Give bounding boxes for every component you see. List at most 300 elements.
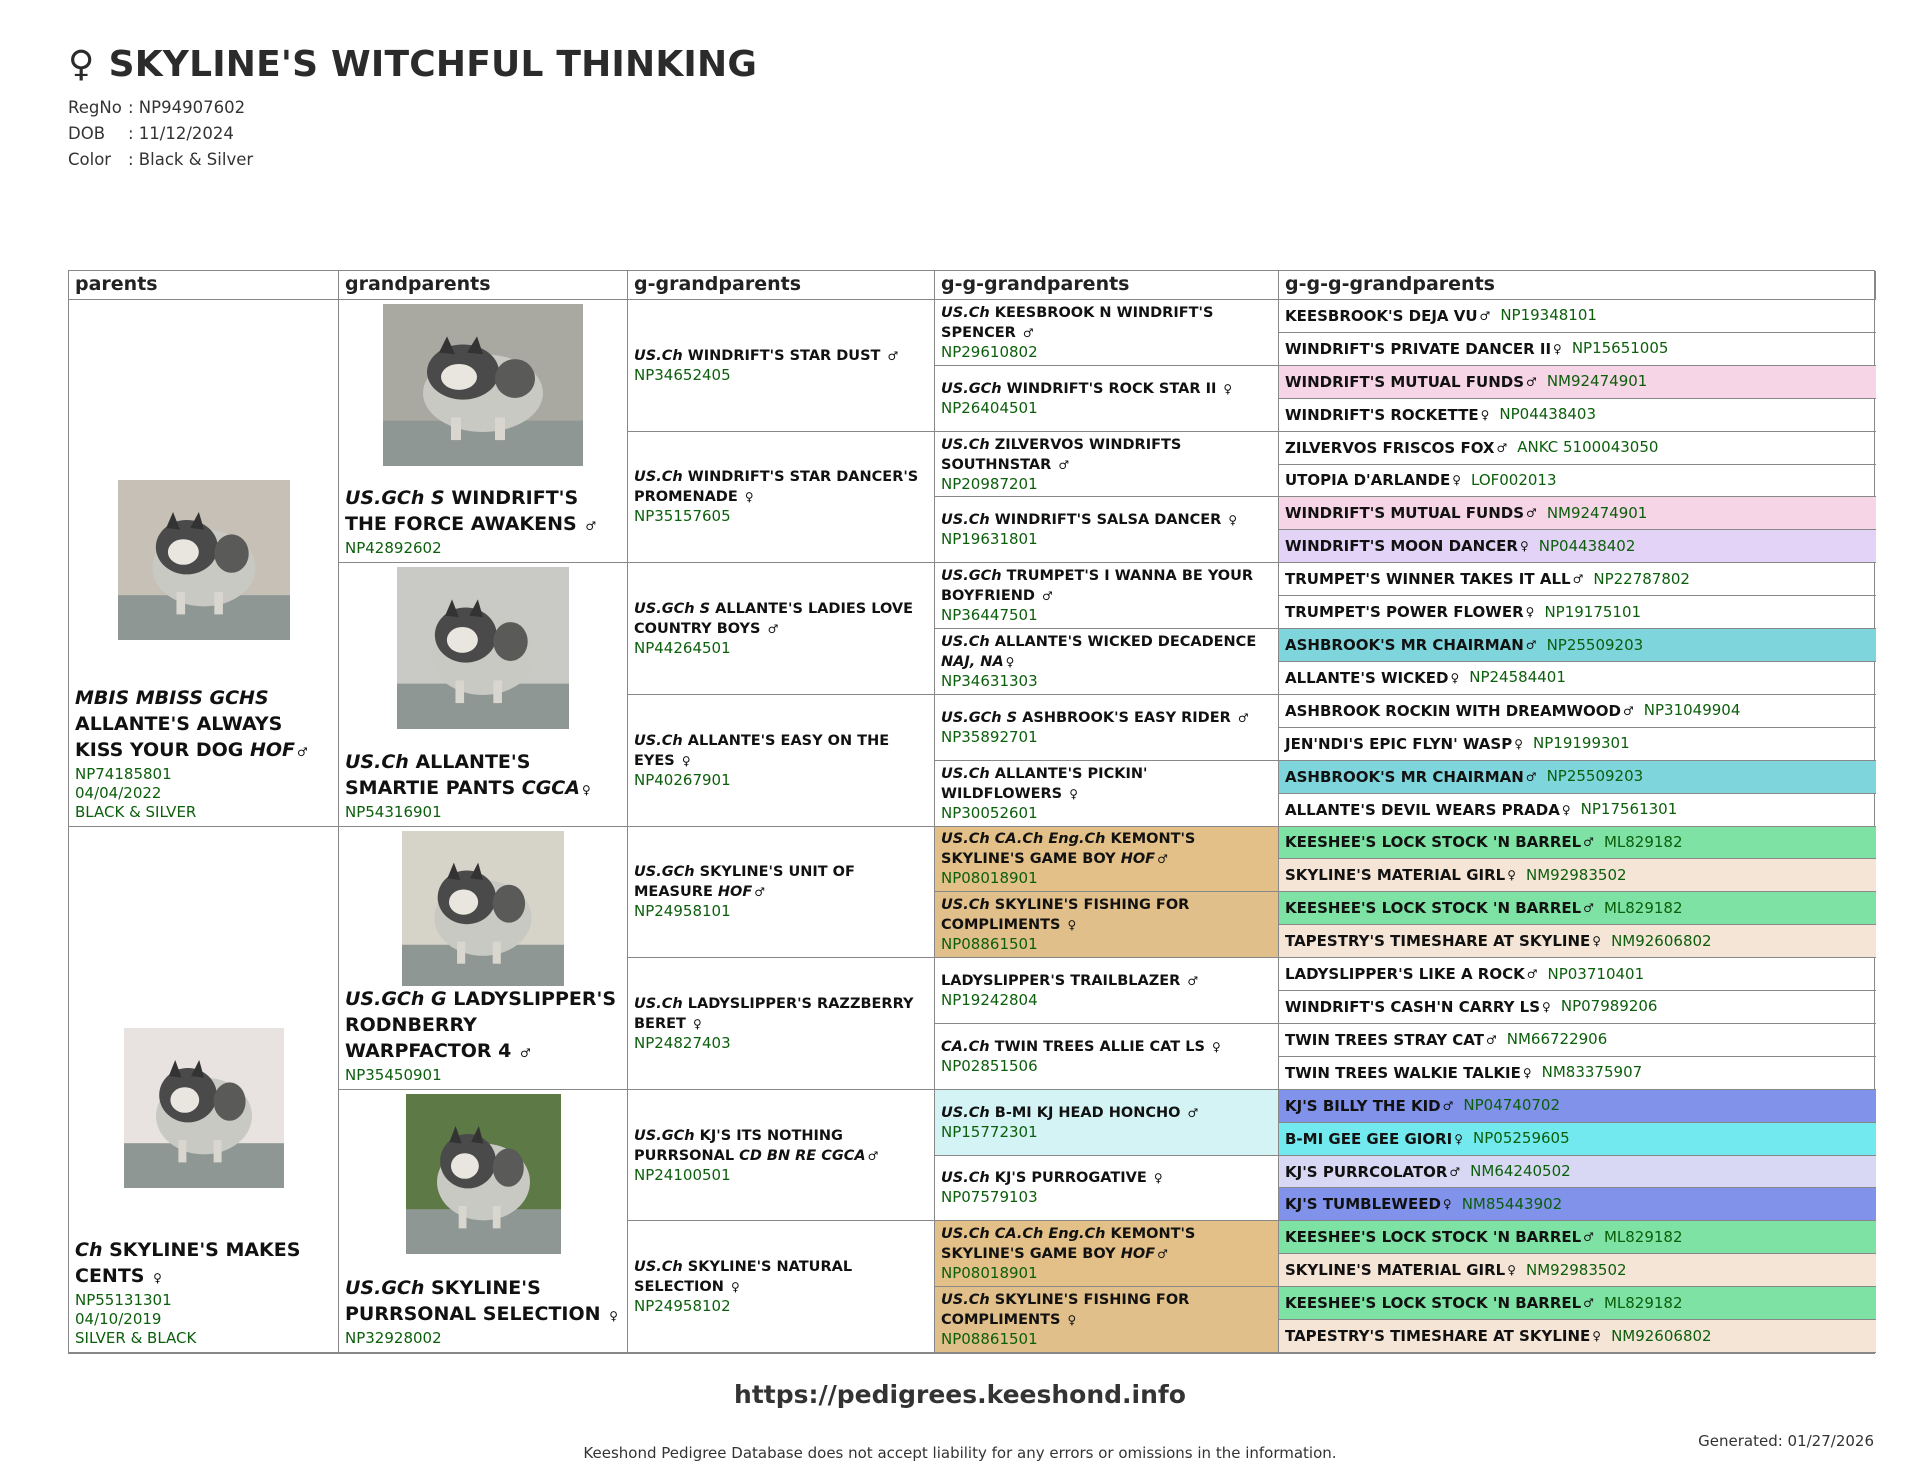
sex-symbol-icon: ♀ — [1522, 1065, 1532, 1080]
photo-spacer — [345, 729, 621, 748]
ancestor-name: WINDRIFT'S CASH'N CARRY LS — [1285, 997, 1541, 1016]
dog-photo — [397, 567, 569, 729]
reg-number: NP40267901 — [634, 770, 731, 789]
sex-symbol-icon: ♂ — [754, 885, 766, 900]
regno-line — [68, 95, 757, 121]
dog-name[interactable] — [345, 485, 621, 539]
reg-number: NP74185801 — [75, 764, 172, 783]
title-suffix: CGCA — [521, 776, 580, 799]
name-text: ALLANTE'S SMARTIE PANTS — [345, 750, 531, 799]
reg-number: ML829182 — [1603, 1293, 1683, 1312]
gg-grandparent-cell — [935, 432, 1279, 498]
sex-symbol-icon: ♀ — [581, 782, 591, 797]
ancestor-name: ALLANTE'S DEVIL WEARS PRADA — [1285, 800, 1560, 819]
dog-name[interactable] — [941, 764, 1272, 804]
ggg-grandparent-row[interactable] — [1279, 827, 1876, 860]
sex-symbol-icon: ♂ — [1583, 1230, 1594, 1245]
title-suffix: HOF — [717, 884, 753, 901]
reg-number: NP15651005 — [1571, 339, 1669, 358]
reg-number: NP08861501 — [941, 935, 1038, 954]
ancestor-name: KEESHEE'S LOCK STOCK 'N BARREL — [1285, 1228, 1582, 1247]
sex-symbol-icon: ♂ — [520, 1045, 531, 1060]
g-grandparent-cell — [628, 563, 935, 695]
sex-symbol-icon: ♂ — [1157, 1247, 1168, 1262]
ggg-grandparent-row[interactable] — [1279, 1221, 1876, 1254]
title-prefix: US.Ch CA.Ch Eng.Ch — [941, 1226, 1106, 1243]
photo-spacer-top — [75, 831, 332, 1028]
pedigree-table — [68, 270, 1875, 1354]
dog-name[interactable] — [941, 1103, 1272, 1123]
ancestor-name: WINDRIFT'S ROCKETTE — [1285, 405, 1479, 424]
ancestor-name: ASHBROOK ROCKIN WITH DREAMWOOD — [1285, 701, 1622, 720]
gg-grandparent-cell — [935, 366, 1279, 432]
ancestor-name: TAPESTRY'S TIMESHARE AT SKYLINE — [1285, 932, 1591, 951]
reg-number: NP25509203 — [1546, 767, 1644, 786]
gg-grandparent-cell — [935, 761, 1279, 827]
ancestor-name: KJ'S TUMBLEWEED — [1285, 1195, 1441, 1214]
sex-symbol-icon: ♂ — [1442, 1098, 1454, 1113]
sex-symbol-icon: ♀ — [1450, 670, 1460, 685]
name-text: ALLANTE'S ALWAYS KISS YOUR DOG — [75, 712, 283, 761]
dog-photo — [383, 304, 583, 466]
dog-name[interactable] — [634, 1126, 928, 1166]
title-suffix: NAJ, NA — [941, 653, 1004, 670]
dog-name[interactable] — [75, 1237, 332, 1291]
reg-number: NP07989206 — [1560, 997, 1658, 1016]
gg-grandparent-cell — [935, 1287, 1279, 1353]
title-suffix: CD BN RE CGCA — [739, 1147, 866, 1164]
reg-number: NP08861501 — [941, 1330, 1038, 1349]
reg-number: NM92606802 — [1611, 931, 1712, 950]
grandparent-cell — [339, 827, 628, 1090]
ggg-grandparent-row[interactable] — [1279, 859, 1876, 892]
generated-date: Generated: 01/27/2026 — [1698, 1432, 1874, 1450]
title-prefix: CA.Ch — [941, 1038, 990, 1055]
reg-number: NP04438402 — [1538, 536, 1636, 555]
sex-symbol-icon: ♂ — [1485, 1032, 1497, 1047]
sex-symbol-icon: ♀ — [1211, 1039, 1221, 1054]
sex-symbol-icon: ♂ — [1449, 1164, 1461, 1179]
name-text: KJ'S ITS NOTHING PURRSONAL — [634, 1127, 843, 1164]
name-text: B-MI KJ HEAD HONCHO — [994, 1104, 1181, 1121]
ggg-grandparent-row[interactable] — [1279, 1254, 1876, 1287]
ancestor-name: KJ'S BILLY THE KID — [1285, 1096, 1441, 1115]
g-grandparent-cell — [628, 1221, 935, 1353]
ggg-grandparent-row[interactable] — [1279, 629, 1876, 662]
reg-number: NP22787802 — [1593, 569, 1690, 588]
ggg-grandparent-row[interactable] — [1279, 399, 1876, 432]
photo-spacer-top — [75, 304, 332, 480]
dog-name[interactable] — [941, 1168, 1272, 1188]
title-prefix: US.GCh — [941, 568, 1002, 585]
sex-symbol-icon: ♂ — [887, 348, 899, 363]
ancestor-name: SKYLINE'S MATERIAL GIRL — [1285, 1261, 1506, 1280]
ggg-grandparent-row[interactable] — [1279, 1320, 1876, 1353]
g-grandparent-cell — [628, 1090, 935, 1222]
sex-symbol-icon: ♀ — [1069, 786, 1078, 801]
dog-photo — [124, 1028, 284, 1188]
sex-symbol-icon: ♀ — [1507, 868, 1517, 883]
name-text: TWIN TREES ALLIE CAT LS — [994, 1038, 1205, 1055]
dob-value: : 11/12/2024 — [128, 124, 234, 143]
parent-cell — [69, 300, 339, 827]
sex-symbol-icon: ♂ — [1187, 974, 1199, 989]
name-text: LADYSLIPPER'S RAZZBERRY BERET — [634, 995, 914, 1032]
dog-name[interactable] — [941, 379, 1272, 399]
reg-number: NP35892701 — [941, 727, 1038, 746]
dog-photo — [118, 480, 290, 640]
dog-name[interactable] — [941, 510, 1272, 530]
name-text: KJ'S PURROGATIVE — [994, 1170, 1147, 1187]
reg-number: ANKC 5100043050 — [1517, 438, 1659, 457]
reg-number: NP24827403 — [634, 1033, 731, 1052]
gg-grandparent-cell — [935, 1090, 1279, 1156]
title-prefix: US.Ch — [941, 436, 990, 453]
dog-photo — [402, 831, 564, 986]
sex-symbol-icon: ♀ — [1561, 802, 1571, 817]
dog-name[interactable] — [941, 1224, 1272, 1264]
ancestor-name: ALLANTE'S WICKED — [1285, 668, 1449, 687]
ancestor-name: UTOPIA D'ARLANDE — [1285, 471, 1451, 490]
dog-name[interactable] — [941, 708, 1272, 728]
ancestor-name: B-MI GEE GEE GIORI — [1285, 1129, 1453, 1148]
name-text: SKYLINE'S FISHING FOR COMPLIMENTS — [941, 1292, 1190, 1329]
name-text: WINDRIFT'S STAR DUST — [687, 347, 881, 364]
name-text: SKYLINE'S UNIT OF MEASURE — [634, 864, 855, 901]
sex-symbol-icon: ♂ — [1525, 638, 1537, 653]
g-grandparent-cell — [628, 432, 935, 564]
column-header-3: g-grandparents — [628, 271, 935, 300]
ancestor-name: JEN'NDI'S EPIC FLYN' WASP — [1285, 734, 1513, 753]
ggg-grandparent-row[interactable] — [1279, 596, 1876, 629]
dog-name[interactable] — [634, 467, 928, 507]
reg-number: NP34631303 — [941, 671, 1038, 690]
ggg-grandparent-row[interactable] — [1279, 366, 1876, 399]
ggg-grandparent-row[interactable] — [1279, 958, 1876, 991]
sex-symbol-icon: ♂ — [1583, 1296, 1594, 1311]
name-text: WINDRIFT'S STAR DANCER'S PROMENADE — [634, 469, 919, 506]
color-line — [68, 147, 757, 173]
sex-symbol-icon: ♀ — [1592, 1329, 1602, 1344]
ancestor-name: TWIN TREES STRAY CAT — [1285, 1030, 1484, 1049]
ggg-grandparent-row[interactable] — [1279, 695, 1876, 728]
reg-number: NP35450901 — [345, 1065, 442, 1084]
dob-label: DOB — [68, 124, 106, 143]
reg-number: NM92606802 — [1611, 1326, 1712, 1345]
dog-name[interactable] — [634, 599, 928, 639]
ggg-grandparent-row[interactable] — [1279, 497, 1876, 530]
dog-name[interactable] — [941, 1037, 1272, 1057]
reg-number: ML829182 — [1603, 1227, 1683, 1246]
name-text: WINDRIFT'S SALSA DANCER — [994, 512, 1222, 529]
title-prefix: US.GCh — [634, 1127, 695, 1144]
title-prefix: US.Ch — [941, 765, 990, 782]
ggg-grandparent-row[interactable] — [1279, 1188, 1876, 1221]
sex-symbol-icon: ♀ — [1542, 999, 1551, 1014]
name-text: ALLANTE'S EASY ON THE EYES — [634, 732, 890, 769]
disclaimer-text: Keeshond Pedigree Database does not accept liability for any errors or omissions in the information. — [583, 1444, 1337, 1462]
dog-color: BLACK & SILVER — [75, 802, 197, 821]
gg-grandparent-cell — [935, 497, 1279, 563]
ggg-grandparent-row[interactable] — [1279, 728, 1876, 761]
photo-spacer-bottom — [75, 1188, 332, 1237]
color-label: Color — [68, 150, 112, 169]
title-prefix: US.GCh S — [941, 709, 1018, 726]
reg-number: NP07579103 — [941, 1188, 1038, 1207]
dog-photo — [406, 1094, 561, 1254]
ggg-grandparent-row[interactable] — [1279, 1057, 1876, 1090]
ggg-grandparent-row[interactable] — [1279, 1156, 1876, 1189]
sex-symbol-icon: ♂ — [1479, 308, 1491, 323]
name-text: SKYLINE'S MAKES CENTS — [75, 1239, 301, 1287]
name-text: SKYLINE'S FISHING FOR COMPLIMENTS — [941, 897, 1190, 934]
ancestor-name: ZILVERVOS FRISCOS FOX — [1285, 438, 1495, 457]
ancestor-name: TRUMPET'S WINNER TAKES IT ALL — [1285, 570, 1571, 589]
title-prefix: US.Ch — [941, 1104, 990, 1121]
title-suffix: HOF — [1120, 851, 1156, 868]
color-value: : Black & Silver — [128, 150, 254, 169]
g-grandparent-cell — [628, 827, 935, 959]
sex-symbol-icon: ♂ — [1623, 703, 1634, 718]
name-text: KEMONT'S SKYLINE'S GAME BOY — [941, 831, 1196, 868]
reg-number: NP26404501 — [941, 398, 1038, 417]
gg-grandparent-cell — [935, 563, 1279, 629]
regno-label: RegNo — [68, 98, 122, 117]
ggg-grandparent-row[interactable] — [1279, 333, 1876, 366]
reg-number: NP31049904 — [1643, 701, 1741, 720]
female-symbol-icon: ♀ — [68, 44, 95, 85]
reg-number: NP55131301 — [75, 1291, 172, 1309]
reg-number: NP25509203 — [1546, 635, 1644, 654]
dog-name[interactable] — [941, 829, 1272, 869]
regno-value: : NP94907602 — [128, 98, 246, 117]
reg-number: NP08018901 — [941, 1264, 1038, 1283]
reg-number: NM92474901 — [1546, 372, 1648, 391]
column-header-4: g-g-grandparents — [935, 271, 1279, 300]
title-prefix: US.Ch — [634, 1259, 683, 1276]
reg-number: NP54316901 — [345, 802, 442, 821]
column-header-5: g-g-g-grandparents — [1279, 271, 1876, 300]
reg-number: NM92474901 — [1546, 503, 1648, 522]
dog-name[interactable] — [941, 632, 1272, 672]
title-prefix: US.Ch — [634, 347, 683, 364]
name-text: ZILVERVOS WINDRIFTS SOUTHNSTAR — [941, 436, 1182, 473]
gg-grandparent-cell — [935, 629, 1279, 695]
photo-spacer-bottom — [75, 640, 332, 684]
ancestor-name: KJ'S PURRCOLATOR — [1285, 1162, 1448, 1181]
dog-name[interactable] — [345, 749, 621, 803]
name-text: ALLANTE'S WICKED DECADENCE — [994, 633, 1257, 650]
dob-line — [68, 121, 757, 147]
reg-number: NM64240502 — [1470, 1162, 1571, 1181]
name-text: ASHBROOK'S EASY RIDER — [1022, 709, 1231, 726]
ggg-grandparent-row[interactable] — [1279, 432, 1876, 465]
sex-symbol-icon: ♂ — [297, 744, 308, 759]
sex-symbol-icon: ♀ — [1480, 407, 1490, 422]
name-text: LADYSLIPPER'S TRAILBLAZER — [941, 973, 1181, 990]
ancestor-name: WINDRIFT'S MOON DANCER — [1285, 537, 1518, 556]
sex-symbol-icon: ♂ — [1572, 572, 1584, 587]
dog-name[interactable] — [941, 303, 1272, 343]
photo-spacer — [345, 1254, 621, 1275]
sex-symbol-icon: ♀ — [1507, 1263, 1517, 1278]
gg-grandparent-cell — [935, 827, 1279, 893]
dog-name[interactable] — [345, 1275, 621, 1329]
reg-number: NP04740702 — [1463, 1096, 1561, 1115]
reg-number: NP35157605 — [634, 507, 731, 526]
g-grandparent-cell — [628, 958, 935, 1090]
ggg-grandparent-row[interactable] — [1279, 1090, 1876, 1123]
sex-symbol-icon: ♀ — [1442, 1197, 1452, 1212]
reg-number: LOF002013 — [1471, 470, 1557, 489]
ggg-grandparent-row[interactable] — [1279, 300, 1876, 333]
sex-symbol-icon: ♂ — [1526, 967, 1538, 982]
title-prefix: US.GCh — [634, 864, 695, 881]
dog-dob: 04/10/2019 — [75, 1310, 162, 1328]
reg-number: NP24584401 — [1469, 668, 1566, 687]
sex-symbol-icon: ♂ — [1022, 325, 1034, 340]
sex-symbol-icon: ♂ — [1526, 374, 1537, 389]
reg-number: NM66722906 — [1506, 1030, 1608, 1049]
parent-cell — [69, 827, 339, 1354]
reg-number: NP34652405 — [634, 365, 731, 384]
sex-symbol-icon: ♀ — [609, 1309, 618, 1323]
reg-number: NP02851506 — [941, 1056, 1038, 1075]
sex-symbol-icon: ♀ — [730, 1280, 740, 1295]
sex-symbol-icon: ♀ — [1452, 473, 1461, 488]
reg-number: NM92983502 — [1526, 1260, 1627, 1279]
reg-number: NP05259605 — [1473, 1129, 1570, 1148]
ggg-grandparent-row[interactable] — [1279, 530, 1876, 563]
reg-number: NP36447501 — [941, 606, 1038, 625]
ancestor-name: ASHBROOK'S MR CHAIRMAN — [1285, 636, 1524, 655]
sex-symbol-icon: ♂ — [1157, 852, 1168, 867]
name-text: WINDRIFT'S THE FORCE AWAKENS — [345, 487, 579, 536]
reg-number: NP24958101 — [634, 902, 731, 921]
dog-name[interactable] — [941, 971, 1272, 991]
gg-grandparent-cell — [935, 958, 1279, 1024]
reg-number: NP29610802 — [941, 342, 1038, 361]
title-prefix: US.Ch CA.Ch Eng.Ch — [941, 831, 1106, 848]
ancestor-name: SKYLINE'S MATERIAL GIRL — [1285, 866, 1506, 885]
gg-grandparent-cell — [935, 1221, 1279, 1287]
dog-name[interactable] — [941, 566, 1272, 606]
ggg-grandparent-row[interactable] — [1279, 662, 1876, 695]
ggg-grandparent-row[interactable] — [1279, 1287, 1876, 1320]
dog-name[interactable] — [634, 346, 928, 366]
dog-name[interactable] — [634, 1257, 928, 1297]
sex-symbol-icon: ♂ — [767, 622, 779, 637]
dog-name[interactable] — [941, 435, 1272, 475]
ggg-grandparent-row[interactable] — [1279, 1123, 1876, 1156]
dog-name[interactable] — [75, 685, 332, 765]
header — [68, 44, 757, 173]
sex-symbol-icon: ♀ — [1553, 341, 1562, 356]
sex-symbol-icon: ♀ — [681, 753, 691, 768]
dog-name[interactable] — [941, 1290, 1272, 1330]
grandparent-cell — [339, 563, 628, 826]
dog-name[interactable] — [345, 986, 621, 1066]
ggg-grandparent-row[interactable] — [1279, 925, 1876, 958]
ancestor-name: LADYSLIPPER'S LIKE A ROCK — [1285, 965, 1525, 984]
gg-grandparent-cell — [935, 695, 1279, 761]
sex-symbol-icon: ♀ — [1005, 654, 1015, 669]
gg-grandparent-cell — [935, 1024, 1279, 1090]
sex-symbol-icon: ♀ — [1223, 381, 1233, 396]
title-prefix: US.Ch — [941, 1292, 990, 1309]
column-header-1: parents — [69, 271, 339, 300]
column-header-2: grandparents — [339, 271, 628, 300]
ggg-grandparent-row[interactable] — [1279, 892, 1876, 925]
site-url-link[interactable]: https://pedigrees.keeshond.info — [734, 1380, 1186, 1409]
reg-number: NP03710401 — [1547, 964, 1645, 983]
reg-number: NP24100501 — [634, 1165, 731, 1184]
ggg-grandparent-row[interactable] — [1279, 761, 1876, 794]
ancestor-name: ASHBROOK'S MR CHAIRMAN — [1285, 767, 1524, 786]
sex-symbol-icon: ♂ — [1583, 901, 1594, 916]
sex-symbol-icon: ♀ — [1592, 934, 1602, 949]
dog-name: SKYLINE'S WITCHFUL THINKING — [108, 44, 758, 85]
ancestor-name: KEESHEE'S LOCK STOCK 'N BARREL — [1285, 899, 1582, 918]
title-prefix: US.Ch — [634, 995, 683, 1012]
sex-symbol-icon: ♀ — [1153, 1171, 1163, 1186]
dog-name[interactable] — [634, 731, 928, 771]
dog-name[interactable] — [634, 994, 928, 1034]
sex-symbol-icon: ♂ — [867, 1148, 879, 1163]
title-prefix: MBIS MBISS GCHS — [75, 686, 269, 709]
title-prefix: US.GCh — [941, 380, 1002, 397]
title-prefix: US.Ch — [634, 732, 683, 749]
reg-number: ML829182 — [1603, 898, 1683, 917]
name-text: SKYLINE'S NATURAL SELECTION — [634, 1259, 853, 1296]
sex-symbol-icon: ♂ — [1526, 506, 1537, 521]
ancestor-name: KEESBROOK'S DEJA VU — [1285, 306, 1478, 325]
ggg-grandparent-row[interactable] — [1279, 1024, 1876, 1057]
name-text: LADYSLIPPER'S RODNBERRY WARPFACTOR 4 — [345, 987, 617, 1062]
reg-number: NM83375907 — [1541, 1063, 1643, 1082]
title-prefix: US.Ch — [941, 897, 990, 914]
title-prefix: Ch — [75, 1239, 103, 1261]
sex-symbol-icon: ♀ — [1525, 605, 1535, 620]
ggg-grandparent-row[interactable] — [1279, 794, 1876, 827]
ggg-grandparent-row[interactable] — [1279, 563, 1876, 596]
reg-number: NP24958102 — [634, 1297, 731, 1316]
ancestor-name: WINDRIFT'S MUTUAL FUNDS — [1285, 504, 1525, 523]
reg-number: NP20987201 — [941, 474, 1038, 493]
title-prefix: US.GCh G — [345, 987, 447, 1010]
sex-symbol-icon: ♂ — [585, 519, 597, 534]
name-text: KEMONT'S SKYLINE'S GAME BOY — [941, 1226, 1196, 1263]
gg-grandparent-cell — [935, 892, 1279, 958]
ancestor-name: TWIN TREES WALKIE TALKIE — [1285, 1063, 1521, 1082]
sex-symbol-icon: ♂ — [1187, 1105, 1199, 1120]
ancestor-name: KEESHEE'S LOCK STOCK 'N BARREL — [1285, 1294, 1582, 1313]
title-prefix: US.Ch — [941, 304, 990, 321]
sex-symbol-icon: ♂ — [1058, 457, 1070, 472]
name-text: ALLANTE'S LADIES LOVE COUNTRY BOYS — [634, 601, 914, 638]
reg-number: NM85443902 — [1461, 1194, 1563, 1213]
dog-name[interactable] — [941, 895, 1272, 935]
title-prefix: US.Ch — [941, 512, 990, 529]
dog-name[interactable] — [634, 862, 928, 902]
gg-grandparent-cell — [935, 300, 1279, 366]
ggg-grandparent-row[interactable] — [1279, 991, 1876, 1024]
sex-symbol-icon: ♀ — [153, 1271, 162, 1285]
sex-symbol-icon: ♀ — [744, 490, 754, 505]
ggg-grandparent-row[interactable] — [1279, 465, 1876, 498]
title-suffix: HOF — [249, 738, 296, 761]
sex-symbol-icon: ♀ — [1228, 513, 1238, 528]
